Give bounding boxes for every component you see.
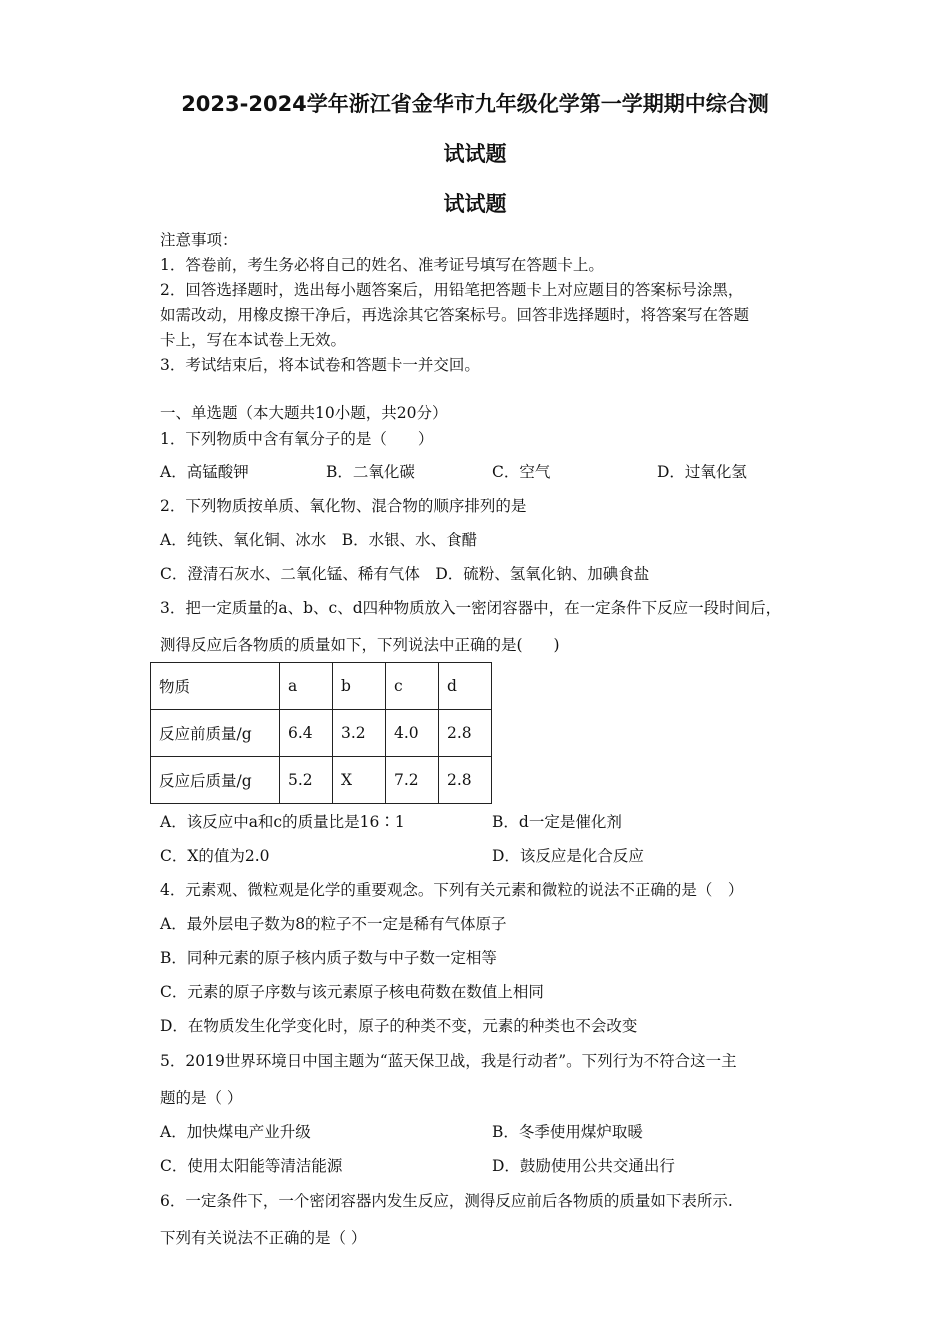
table-cell: 3.2 xyxy=(333,710,386,757)
notice-heading: 注意事项： xyxy=(160,231,238,249)
table-header-cell: 物质 xyxy=(151,663,280,710)
q5-stem-line2: 题的是（ ） xyxy=(160,1089,243,1107)
notice-item-2a: 2．回答选择题时，选出每小题答案后，用铅笔把答题卡上对应题目的答案标号涂黑， xyxy=(160,281,744,299)
notice-item-2c: 卡上，写在本试卷上无效。 xyxy=(160,331,347,349)
q4-option-b: B．同种元素的原子核内质子数与中子数一定相等 xyxy=(160,949,497,967)
q1-option-c: C．空气 xyxy=(492,463,551,481)
table-cell: 反应后质量/g xyxy=(151,757,280,804)
q5-option-a: A．加快煤电产业升级 xyxy=(160,1123,311,1141)
q3-option-a: A．该反应中a和c的质量比是16∶1 xyxy=(160,813,405,831)
table-cell: X xyxy=(333,757,386,804)
table-cell: 5.2 xyxy=(280,757,333,804)
table-header-cell: b xyxy=(333,663,386,710)
q3-option-d: D．该反应是化合反应 xyxy=(492,847,644,865)
table-row xyxy=(151,757,492,804)
q5-option-c: C．使用太阳能等清洁能源 xyxy=(160,1157,343,1175)
q3-stem-line1: 3．把一定质量的a、b、c、d四种物质放入一密闭容器中，在一定条件下反应一段时间后， xyxy=(160,599,782,617)
table-header-row xyxy=(151,663,492,710)
q4-option-d: D．在物质发生化学变化时，原子的种类不变，元素的种类也不会改变 xyxy=(160,1017,638,1035)
q4-stem: 4．元素观、微粒观是化学的重要观念。下列有关元素和微粒的说法不正确的是（ ） xyxy=(160,881,744,899)
section-heading: 一、单选题（本大题共10小题，共20分） xyxy=(160,404,448,422)
q1-stem: 1．下列物质中含有氧分子的是（ ） xyxy=(160,430,434,448)
page-title-line3: 试试题 xyxy=(443,192,507,216)
q2-options-cd: C．澄清石灰水、二氧化锰、稀有气体 D．硫粉、氢氧化钠、加碘食盐 xyxy=(160,565,650,583)
q5-option-b: B．冬季使用煤炉取暖 xyxy=(492,1123,643,1141)
q3-stem-line2: 测得反应后各物质的质量如下，下列说法中正确的是( ) xyxy=(160,636,560,654)
table-cell: 反应前质量/g xyxy=(151,710,280,757)
q6-stem-line2: 下列有关说法不正确的是（ ） xyxy=(160,1229,367,1247)
notice-item-2b: 如需改动，用橡皮擦干净后，再选涂其它答案标号。回答非选择题时，将答案写在答题 xyxy=(160,306,750,324)
table-cell: 2.8 xyxy=(439,757,492,804)
notice-item-1: 1．答卷前，考生务必将自己的姓名、准考证号填写在答题卡上。 xyxy=(160,256,604,274)
table-cell: 7.2 xyxy=(386,757,439,804)
q1-option-d: D．过氧化氢 xyxy=(657,463,747,481)
q3-option-b: B．d一定是催化剂 xyxy=(492,813,622,831)
q4-option-c: C．元素的原子序数与该元素原子核电荷数在数值上相同 xyxy=(160,983,544,1001)
q3-mass-table xyxy=(150,662,492,804)
q1-option-a: A．高锰酸钾 xyxy=(160,463,249,481)
q1-option-b: B．二氧化碳 xyxy=(326,463,415,481)
page-title-line2: 试试题 xyxy=(443,142,507,166)
q6-stem-line1: 6．一定条件下，一个密闭容器内发生反应，测得反应前后各物质的质量如下表所示. xyxy=(160,1192,733,1210)
q2-options-ab: A．纯铁、氧化铜、冰水 B．水银、水、食醋 xyxy=(160,531,478,549)
table-header-cell: a xyxy=(280,663,333,710)
q5-option-d: D．鼓励使用公共交通出行 xyxy=(492,1157,675,1175)
table-header-cell: d xyxy=(439,663,492,710)
table-row xyxy=(151,710,492,757)
table-cell: 2.8 xyxy=(439,710,492,757)
q4-option-a: A．最外层电子数为8的粒子不一定是稀有气体原子 xyxy=(160,915,507,933)
table-cell: 4.0 xyxy=(386,710,439,757)
page-title-line1: 2023-2024学年浙江省金华市九年级化学第一学期期中综合测 xyxy=(181,92,769,116)
q5-stem-line1: 5．2019世界环境日中国主题为“蓝天保卫战，我是行动者”。下列行为不符合这一主 xyxy=(160,1052,737,1070)
table-cell: 6.4 xyxy=(280,710,333,757)
table-header-cell: c xyxy=(386,663,439,710)
notice-item-3: 3．考试结束后，将本试卷和答题卡一并交回。 xyxy=(160,356,480,374)
q3-option-c: C．X的值为2.0 xyxy=(160,847,270,865)
q2-stem: 2．下列物质按单质、氧化物、混合物的顺序排列的是 xyxy=(160,497,527,515)
